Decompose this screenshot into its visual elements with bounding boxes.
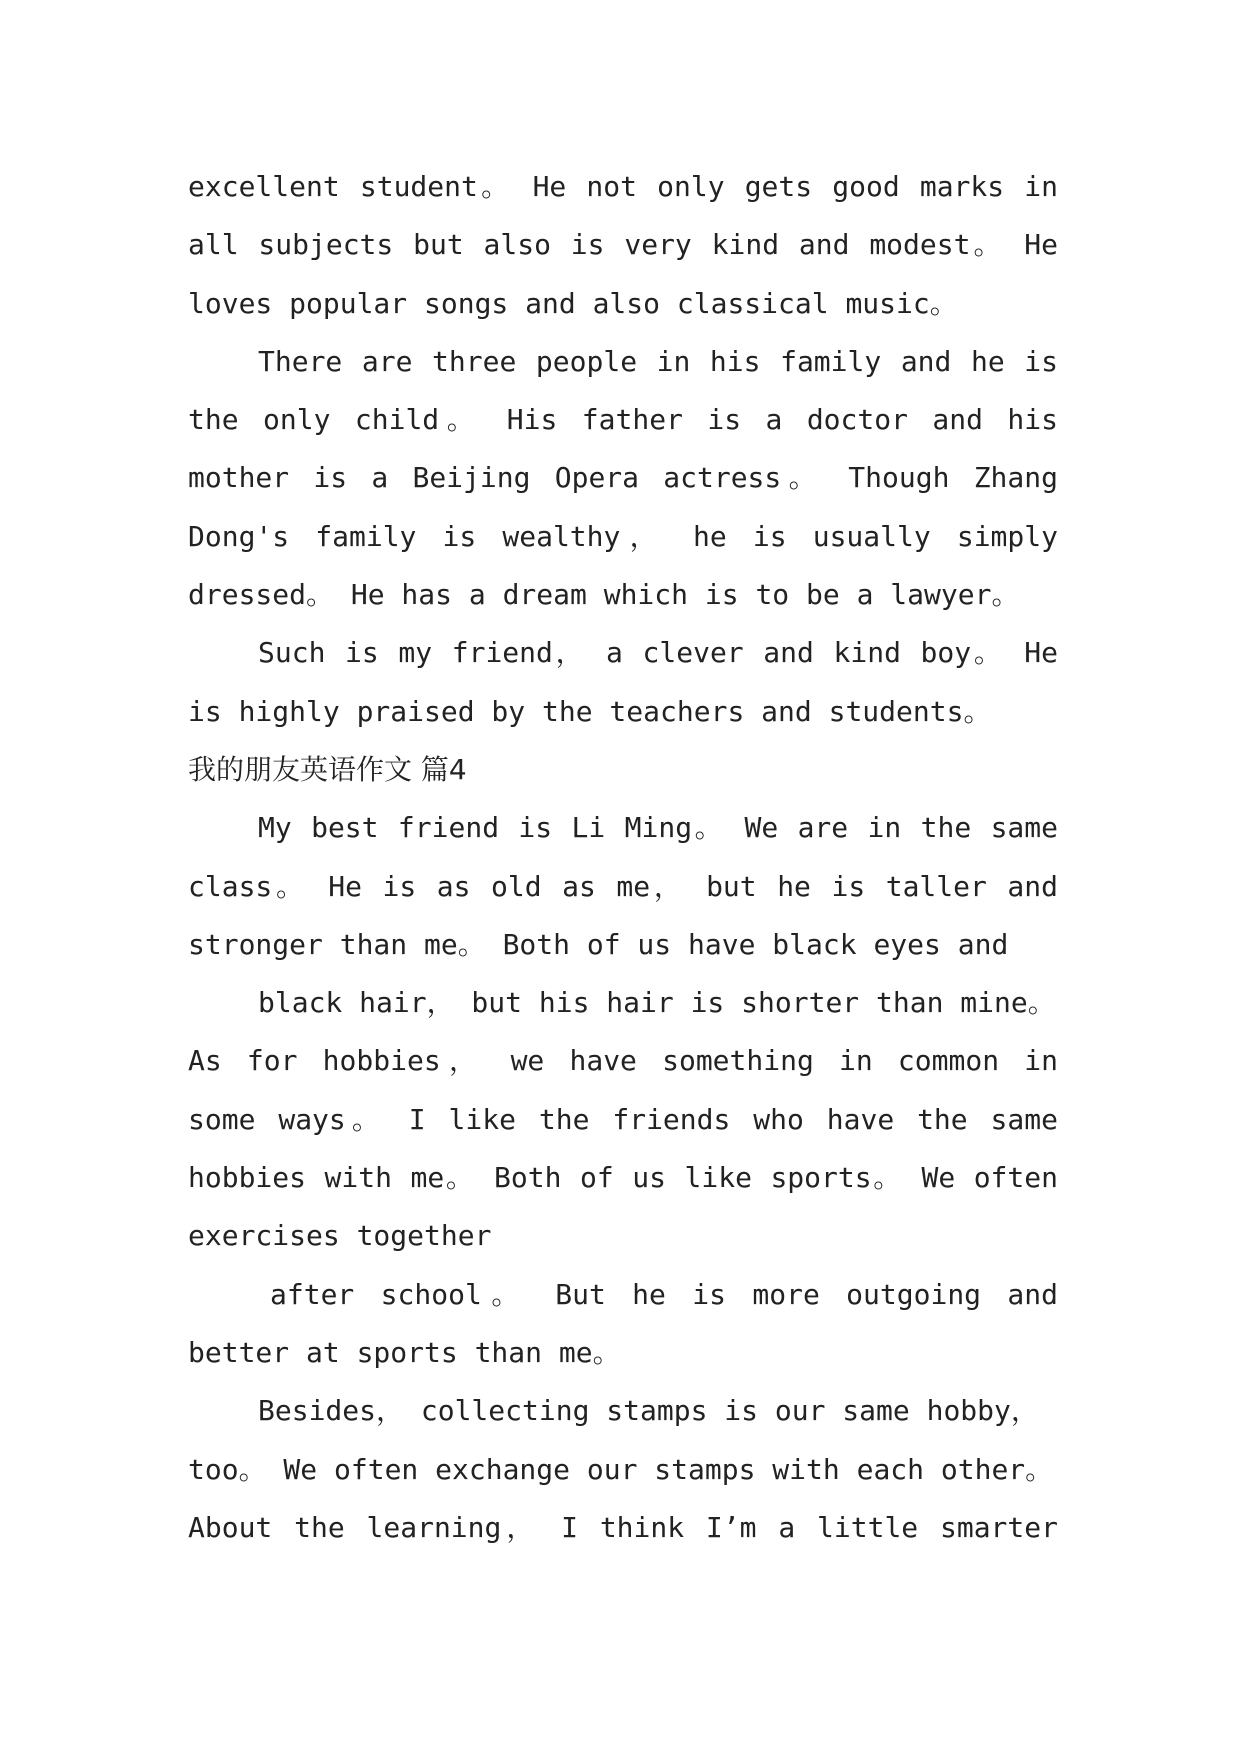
text-line: loves popular songs and also classical music。 [188,286,958,320]
text-line: exercises together [188,1219,492,1253]
paragraph-start-line: There are three people in his family and he is [258,344,1058,378]
text-line: some ways。 I like the friends who have the same [188,1102,1058,1136]
text-line: dressed。 He has a dream which is to be a lawyer。 [188,578,1020,612]
text-line: excellent student。 He not only gets good marks in [188,170,1058,203]
paragraph-start-line: Such is my friend， a clever and kind boy。 He [258,636,1058,670]
text-line: better at sports than me。 [188,1335,621,1369]
text-line: hobbies with me。 Both of us like sports。 We often [188,1161,1058,1195]
document-body [188,158,1058,1557]
text-line: About the learning， I think I’m a little smarter [188,1510,1058,1544]
paragraph-start-line: My best friend is Li Ming。 We are in the same [258,811,1058,845]
text-line: stronger than me。 Both of us have black eyes and [188,927,1009,961]
text-line: As for hobbies， we have something in common in [188,1044,1058,1078]
text-line: Dong's family is wealthy， he is usually simply [188,519,1058,553]
section-heading: 我的朋友英语作文 篇4 [188,752,467,786]
paragraph-start-line: after school。 But he is more outgoing and [270,1277,1058,1311]
text-line: the only child。 His father is a doctor and his [188,403,1058,437]
text-line: too。 We often exchange our stamps with each other。 [188,1452,1054,1486]
paragraph-start-line: Besides， collecting stamps is our same hobby， [258,1394,1039,1428]
text-line: is highly praised by the teachers and students。 [188,694,992,728]
text-line: mother is a Beijing Opera actress。 Though Zhang [188,461,1058,495]
paragraph-start-line: black hair， but his hair is shorter than mine。 [258,986,1056,1020]
text-line: all subjects but also is very kind and modest。 He [188,228,1058,262]
text-line: class。 He is as old as me， but he is taller and [188,869,1058,903]
